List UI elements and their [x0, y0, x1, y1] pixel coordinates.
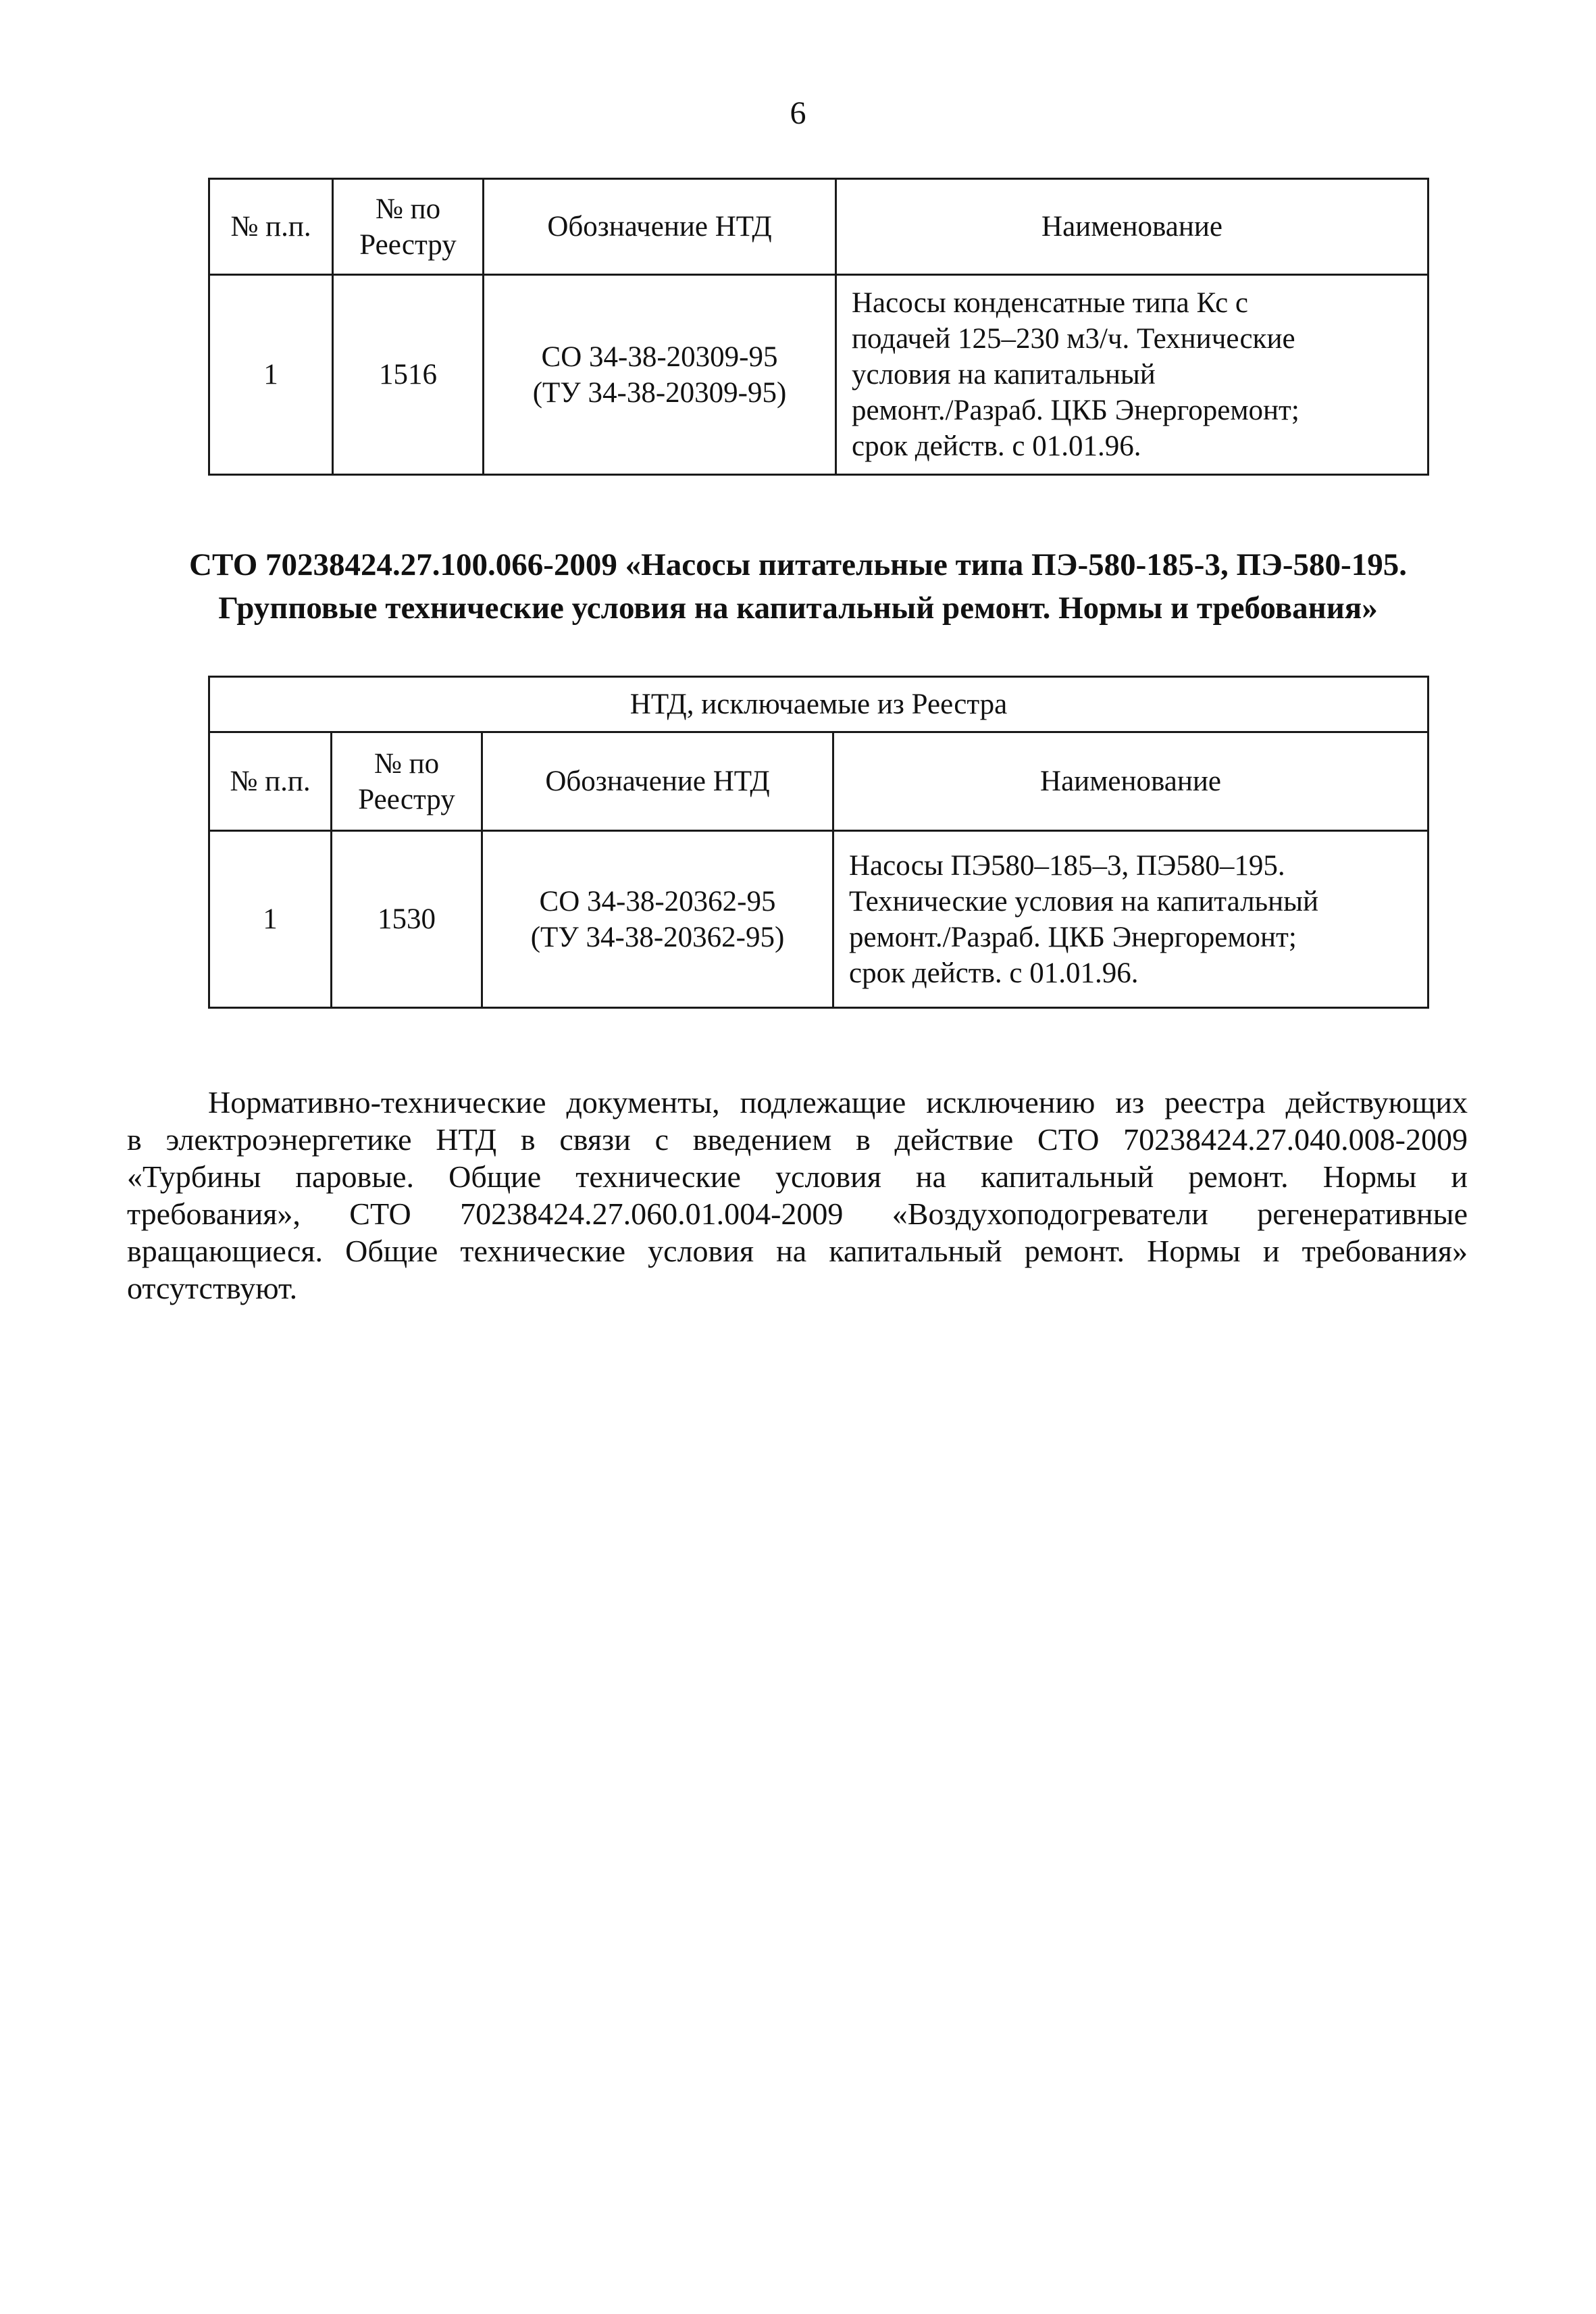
header-designation: Обозначение НТД	[482, 732, 833, 831]
row-name-line: Насосы ПЭ580–185–3, ПЭ580–195.	[849, 849, 1285, 882]
paragraph-line: «Турбины паровые. Общие технические условия на капитальный ремонт. Нормы и	[127, 1159, 1468, 1194]
header-registry	[332, 732, 482, 831]
row-name	[836, 275, 1428, 475]
paragraph-line: Нормативно-технические документы, подлежащие исключению из реестра действующих	[208, 1085, 1468, 1120]
section-title-line2: Групповые технические условия на капитальный ремонт. Нормы и требования»	[218, 590, 1378, 626]
paragraph-line: требования», СТО 70238424.27.060.01.004-2009 «Воздухоподогреватели регенеративные	[127, 1197, 1468, 1231]
header-registry-line2: Реестру	[358, 783, 455, 815]
ntd-table-1	[208, 178, 1429, 476]
ntd-table-2	[208, 676, 1429, 1009]
paragraph-line: отсутствуют.	[127, 1271, 298, 1305]
header-name: Наименование	[833, 732, 1428, 831]
header-designation: Обозначение НТД	[484, 179, 836, 275]
row-registry: 1516	[333, 275, 484, 475]
row-name-line: условия на капитальный	[852, 359, 1156, 391]
row-designation-line1: СО 34-38-20309-95	[541, 341, 778, 373]
row-num: 1	[209, 831, 332, 1008]
header-num: № п.п.	[209, 732, 332, 831]
table-header-row	[209, 732, 1428, 831]
table-caption-row	[209, 677, 1428, 732]
row-name-line: Насосы конденсатные типа Кс с	[852, 287, 1249, 319]
row-designation	[482, 831, 833, 1008]
header-registry-line2: Реестру	[359, 228, 457, 261]
page-number: 6	[790, 95, 806, 131]
closing-paragraph	[127, 1084, 1468, 1307]
header-registry-line1: № по	[374, 747, 440, 780]
section-title-line1: СТО 70238424.27.100.066-2009 «Насосы питательные типа ПЭ-580-185-3, ПЭ-580-195.	[189, 547, 1407, 582]
row-name-line: ремонт./Разраб. ЦКБ Энергоремонт;	[849, 921, 1297, 953]
header-num: № п.п.	[209, 179, 333, 275]
table-row	[209, 831, 1428, 1008]
row-num: 1	[209, 275, 333, 475]
row-designation	[484, 275, 836, 475]
row-name-line: срок действ. с 01.01.96.	[849, 957, 1139, 989]
section-title	[0, 543, 1596, 630]
row-registry: 1530	[332, 831, 482, 1008]
header-registry-line1: № по	[375, 193, 441, 225]
row-name-line: подачей 125–230 м3/ч. Технические	[852, 323, 1295, 355]
table-row	[209, 275, 1428, 475]
paragraph-line: в электроэнергетике НТД в связи с введением в действие СТО 70238424.27.040.008-2009	[127, 1122, 1468, 1157]
table-caption: НТД, исключаемые из Реестра	[209, 677, 1428, 732]
row-designation-line1: СО 34-38-20362-95	[539, 885, 776, 917]
row-name-line: ремонт./Разраб. ЦКБ Энергоремонт;	[852, 395, 1299, 426]
row-designation-line2: (ТУ 34-38-20362-95)	[530, 921, 785, 953]
row-name-line: Технические условия на капитальный	[849, 885, 1319, 917]
header-name: Наименование	[836, 179, 1428, 275]
row-designation-line2: (ТУ 34-38-20309-95)	[532, 376, 787, 409]
header-registry	[333, 179, 484, 275]
row-name-line: срок действ. с 01.01.96.	[852, 430, 1141, 462]
table-header-row	[209, 179, 1428, 275]
paragraph-line: вращающиеся. Общие технические условия на капитальный ремонт. Нормы и требования»	[127, 1234, 1468, 1268]
row-name	[833, 831, 1428, 1008]
